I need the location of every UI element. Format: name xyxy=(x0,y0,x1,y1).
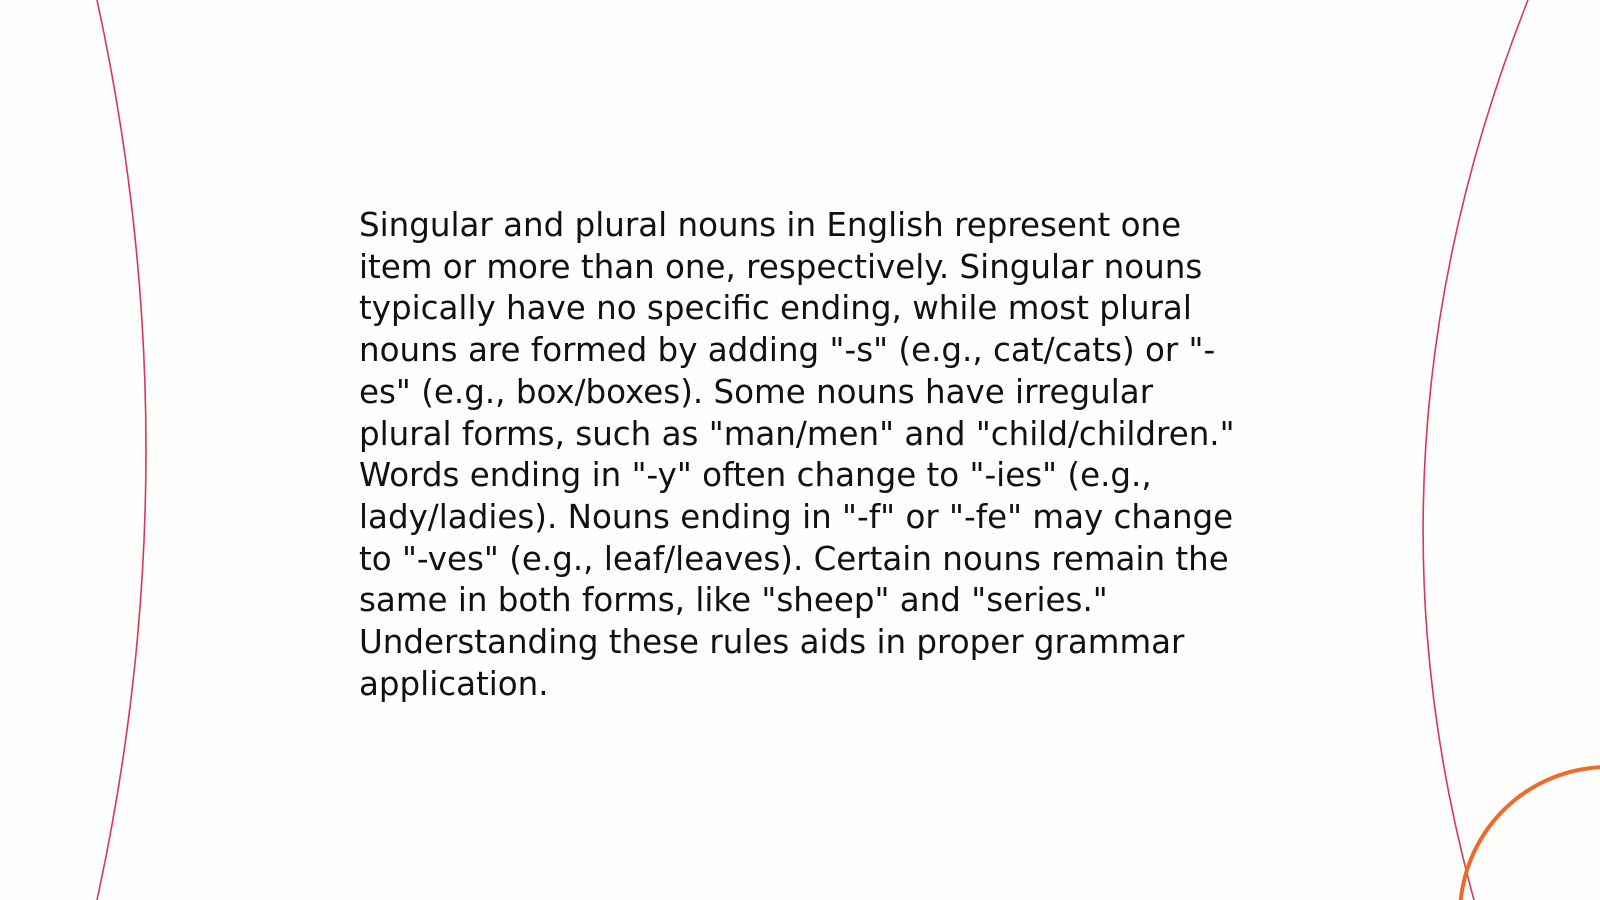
right-arc-line xyxy=(1423,0,1528,900)
body-paragraph: Singular and plural nouns in English represent one item or more than one, respectively. Singular nouns typically have no specific ending, while most plural nouns are formed by adding "-s" (e.g., cat/cats) or "-es" (e.g., box/boxes). Some nouns have irregular plural forms, such as "man/men" and "child/children." Words ending in "-y" often change to "-ies" (e.g., lady/ladies). Nouns ending in "-f" or "-fe" may change to "-ves" (e.g., leaf/leaves). Certain nouns remain the same in both forms, like "sheep" and "series." Understanding these rules aids in proper grammar application. xyxy=(359,206,1235,703)
left-arc-line xyxy=(97,0,146,900)
accent-circle xyxy=(1460,767,1600,900)
